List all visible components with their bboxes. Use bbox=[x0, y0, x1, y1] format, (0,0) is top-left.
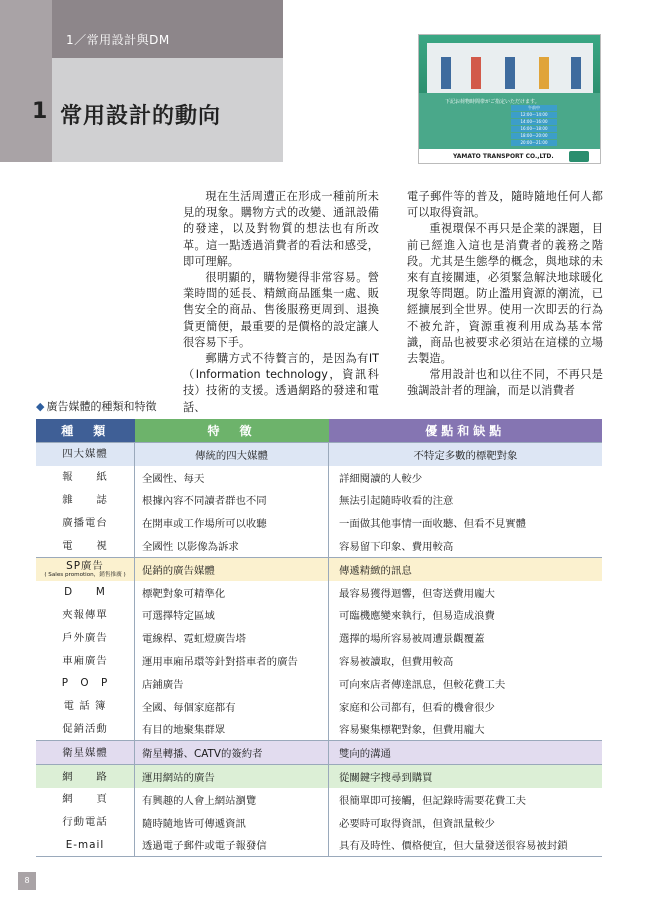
table-row bbox=[36, 788, 602, 811]
cell-kind bbox=[36, 811, 135, 834]
photo-caption: YAMATO TRANSPORT CO.,LTD. bbox=[453, 153, 554, 160]
cell-feature: 全國性、每天 bbox=[135, 466, 329, 489]
company-logo-icon bbox=[569, 151, 589, 162]
paragraph: 常用設計也和以往不同，不再只是強調設計者的理論，而是以消費者 bbox=[407, 368, 603, 398]
cell-pros-cons: 可臨機應變來執行，但易造成浪費 bbox=[329, 604, 603, 627]
cell-feature: 透過電子郵件或電子報發信 bbox=[135, 834, 329, 857]
cell-kind bbox=[36, 626, 135, 649]
cell-feature: 全國、每個家庭都有 bbox=[135, 695, 329, 718]
table-row bbox=[36, 443, 602, 466]
kind-label: E-mail bbox=[65, 838, 105, 851]
cell-feature: 運用網站的廣告 bbox=[135, 765, 329, 788]
table-heading bbox=[36, 398, 156, 414]
table-row bbox=[36, 466, 602, 489]
cell-feature: 有興趣的人會上網站瀏覽 bbox=[135, 788, 329, 811]
kind-label: 報 紙 bbox=[62, 471, 108, 484]
cell-pros-cons: 具有及時性、價格便宜，但大量發送很容易被封鎖 bbox=[329, 834, 603, 857]
cell-kind bbox=[36, 534, 135, 557]
cell-kind bbox=[36, 511, 135, 534]
kind-label: SP廣告 bbox=[66, 559, 104, 572]
cell-pros-cons: 不特定多數的標靶對象 bbox=[329, 443, 603, 466]
kind-label: 夾報傳單 bbox=[62, 608, 108, 621]
cell-pros-cons: 家庭和公司都有，但看的機會很少 bbox=[329, 695, 603, 718]
cell-feature: 促銷的廣告媒體 bbox=[135, 557, 329, 580]
column-header-feature: 特 徵 bbox=[135, 419, 329, 443]
cell-kind bbox=[36, 557, 135, 580]
kind-label: 電 話 簿 bbox=[63, 700, 107, 713]
table-row bbox=[36, 581, 602, 604]
cell-feature: 全國性 以影像為訴求 bbox=[135, 534, 329, 557]
table-row bbox=[36, 626, 602, 649]
cell-feature: 標靶對象可精準化 bbox=[135, 581, 329, 604]
cell-pros-cons: 選擇的場所容易被周遭景觀覆蓋 bbox=[329, 626, 603, 649]
table-row bbox=[36, 811, 602, 834]
table-row bbox=[36, 765, 602, 788]
cell-kind bbox=[36, 466, 135, 489]
paragraph: 很明顯的，購物變得非常容易。營業時間的延長、精緻商品匯集一處、販售安全的商品、售後服務更周到、退換貨更簡便，最重要的是價格的設定讓人很容易下手。 bbox=[183, 271, 379, 349]
table-row bbox=[36, 672, 602, 695]
cell-kind bbox=[36, 672, 135, 695]
cell-pros-cons: 必要時可取得資訊，但資訊量較少 bbox=[329, 811, 603, 834]
cell-feature: 電線桿、霓虹燈廣告塔 bbox=[135, 626, 329, 649]
cell-pros-cons: 容易留下印象、費用較高 bbox=[329, 534, 603, 557]
advertising-photo bbox=[418, 34, 601, 164]
table-row bbox=[36, 649, 602, 672]
cell-kind bbox=[36, 581, 135, 604]
kind-label: 促銷活動 bbox=[62, 722, 108, 735]
paragraph: 重視環保不再只是企業的課題，目前已經進入這也是消費者的義務之階段。尤其是生態學的概念，與地球的未來有直接關連，必須緊急解決地球暖化現象等問題。防止濫用資源的潮流，已經擴展到全世界。使用一次即丟的行為不被允許，資源重複利用成為基本常識，商品也被要求必須站在這樣的立場去製造。 bbox=[407, 222, 603, 366]
table-row bbox=[36, 695, 602, 718]
table-row bbox=[36, 557, 602, 580]
cell-pros-cons: 詳細閱讀的人較少 bbox=[329, 466, 603, 489]
body-column-2 bbox=[407, 189, 603, 400]
kind-label: 車廂廣告 bbox=[62, 654, 108, 667]
page-number: 8 bbox=[18, 872, 36, 890]
cell-kind bbox=[36, 443, 135, 466]
cell-pros-cons: 很簡單即可接觸，但記錄時需要花費工夫 bbox=[329, 788, 603, 811]
kind-label: P O P bbox=[61, 677, 109, 690]
cell-feature: 店鋪廣告 bbox=[135, 672, 329, 695]
chapter-label: 1／常用設計與DM bbox=[66, 33, 170, 47]
kind-label: 四大媒體 bbox=[62, 448, 108, 461]
diamond-icon: ◆ bbox=[36, 400, 45, 413]
cell-kind bbox=[36, 489, 135, 512]
photo-slot: 午前中 bbox=[511, 105, 557, 111]
column-header-kind: 種 類 bbox=[36, 419, 135, 443]
kind-label: D M bbox=[64, 586, 106, 599]
kind-label: 電 視 bbox=[62, 539, 108, 552]
paragraph: 現在生活周遭正在形成一種前所未見的現象。購物方式的改變、通訊設備的發達，以及對物質的想法也有所改革。這一點透過消費者的看法和感受，即可理解。 bbox=[183, 190, 379, 268]
cell-feature: 傳統的四大媒體 bbox=[135, 443, 329, 466]
cell-pros-cons: 從關鍵字搜尋到購買 bbox=[329, 765, 603, 788]
chapter-header bbox=[0, 0, 283, 162]
table-row bbox=[36, 741, 602, 765]
cell-kind bbox=[36, 741, 135, 765]
kind-sublabel: ( Sales promotion，銷售推廣 ) bbox=[44, 571, 126, 578]
cell-kind bbox=[36, 604, 135, 627]
header-side-bar bbox=[0, 0, 52, 162]
cell-feature: 衛星轉播、CATV的簽約者 bbox=[135, 741, 329, 765]
cell-kind bbox=[36, 718, 135, 741]
cell-kind bbox=[36, 649, 135, 672]
cell-pros-cons: 容易聚集標靶對象，但費用龐大 bbox=[329, 718, 603, 741]
section-number: 1 bbox=[32, 99, 48, 124]
photo-scene bbox=[427, 43, 593, 93]
photo-slot: 18:00～20:00 bbox=[511, 133, 557, 139]
cell-pros-cons: 一面做其他事情一面收聽、但看不見實體 bbox=[329, 511, 603, 534]
section-title: 常用設計的動向 bbox=[60, 104, 222, 129]
photo-slot: 14:00～16:00 bbox=[511, 119, 557, 125]
kind-label: 行動電話 bbox=[62, 816, 108, 829]
cell-pros-cons: 可向來店者傳達訊息，但較花費工夫 bbox=[329, 672, 603, 695]
table-row bbox=[36, 489, 602, 512]
photo-slot: 12:00～14:00 bbox=[511, 112, 557, 118]
cell-feature: 有目的地聚集群眾 bbox=[135, 718, 329, 741]
cell-pros-cons: 無法引起隨時收看的注意 bbox=[329, 489, 603, 512]
media-table bbox=[36, 419, 602, 857]
table-row bbox=[36, 718, 602, 741]
cell-feature: 可選擇特定區域 bbox=[135, 604, 329, 627]
body-column-1 bbox=[183, 189, 379, 416]
paragraph: 電子郵件等的普及，隨時隨地任何人都可以取得資訊。 bbox=[407, 190, 603, 220]
paragraph: 郵購方式不待贅言的，是因為有IT（Information technology，資訊科技）技術的支援。透過網路的發達和電話、 bbox=[183, 352, 379, 414]
photo-slot: 20:00～21:00 bbox=[511, 140, 557, 146]
cell-kind bbox=[36, 788, 135, 811]
cell-pros-cons: 容易被讀取，但費用較高 bbox=[329, 649, 603, 672]
media-table-body bbox=[36, 443, 602, 857]
kind-label: 雜 誌 bbox=[62, 493, 108, 506]
kind-label: 廣播電台 bbox=[62, 516, 108, 529]
cell-feature: 根據內容不同讀者群也不同 bbox=[135, 489, 329, 512]
kind-label: 衛星媒體 bbox=[62, 746, 108, 759]
cell-pros-cons: 雙向的溝通 bbox=[329, 741, 603, 765]
kind-label: 網 頁 bbox=[62, 793, 108, 806]
photo-slot: 16:00～18:00 bbox=[511, 126, 557, 132]
table-row bbox=[36, 604, 602, 627]
table-row bbox=[36, 834, 602, 857]
cell-feature: 在開車或工作場所可以收聽 bbox=[135, 511, 329, 534]
cell-pros-cons: 最容易獲得迴響，但寄送費用龐大 bbox=[329, 581, 603, 604]
cell-kind bbox=[36, 765, 135, 788]
cell-feature: 隨時隨地皆可傳遞資訊 bbox=[135, 811, 329, 834]
cell-kind bbox=[36, 834, 135, 857]
cell-pros-cons: 傳遞精緻的訊息 bbox=[329, 557, 603, 580]
cell-feature: 運用車廂吊環等針對搭車者的廣告 bbox=[135, 649, 329, 672]
table-row bbox=[36, 534, 602, 557]
cell-kind bbox=[36, 695, 135, 718]
photo-panel-text: 下記お荷物時間帯がご指定いただけます。 bbox=[445, 99, 540, 105]
kind-label: 戶外廣告 bbox=[62, 631, 108, 644]
table-row bbox=[36, 511, 602, 534]
table-heading-text: 廣告媒體的種類和特徵 bbox=[46, 400, 157, 413]
column-header-pros-cons: 優點和缺點 bbox=[329, 419, 603, 443]
kind-label: 網 路 bbox=[62, 770, 108, 783]
